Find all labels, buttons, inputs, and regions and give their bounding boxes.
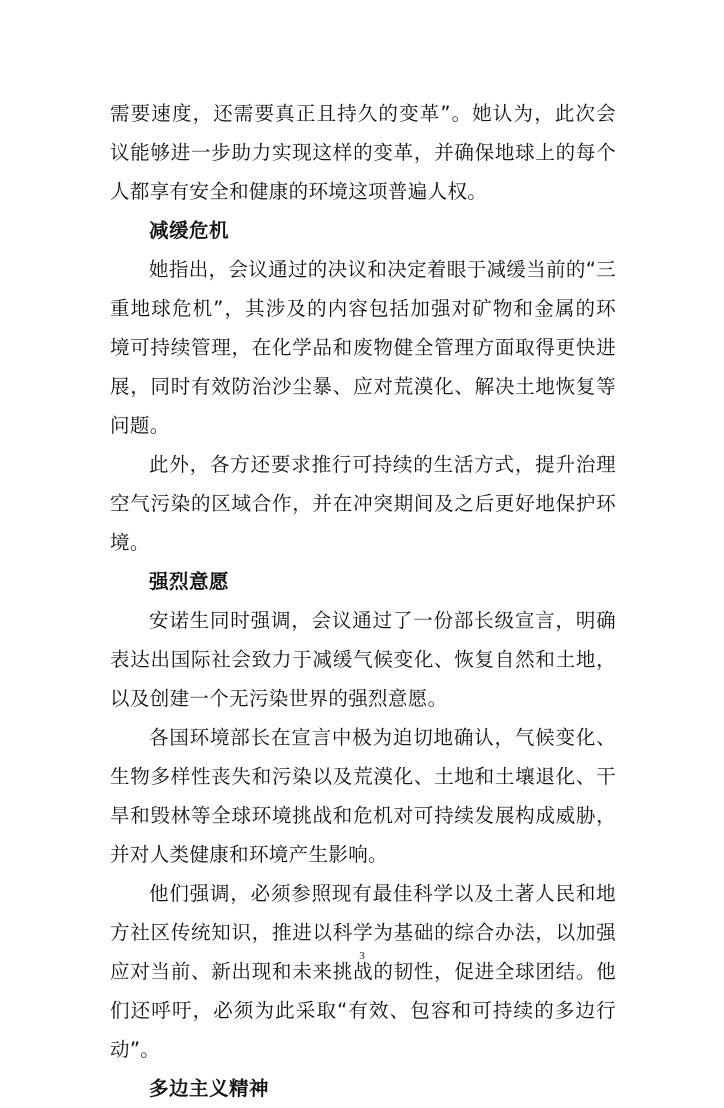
section-heading-mitigate-crisis: 减缓危机	[149, 219, 230, 242]
page-number: 3	[359, 950, 365, 962]
paragraph-continued: 需要速度，还需要真正且持久的变革”。她认为，此次会议能够进一步助力实现这样的变革，并确保地球上的每个人都享有安全和健康的环境这项普遍人权。	[110, 102, 616, 203]
paragraph: 他们强调，必须参照现有最佳科学以及土著人民和地方社区传统知识，推进以科学为基础的综合办法，以加强应对当前、新出现和未来挑战的韧性，促进全球团结。他们还呼吁，必须为此采取“有效、包容和可持续的多边行动”。	[110, 882, 616, 1061]
paragraph: 各国环境部长在宣言中极为迫切地确认，气候变化、生物多样性丧失和污染以及荒漠化、土地和土壤退化、干旱和毁林等全球环境挑战和危机对可持续发展构成威胁，并对人类健康和环境产生影响。	[110, 726, 616, 866]
section-heading-strong-will: 强烈意愿	[149, 570, 230, 593]
paragraph: 她指出，会议通过的决议和决定着眼于减缓当前的“三重地球危机”，其涉及的内容包括加强对矿物和金属的环境可持续管理，在化学品和废物健全管理方面取得更快进展，同时有效防治沙尘暴、应对荒漠化、解决土地恢复等问题。	[110, 258, 617, 437]
paragraph: 安诺生同时强调，会议通过了一份部长级宣言，明确表达出国际社会致力于减缓气候变化、恢复自然和土地，以及创建一个无污染世界的强烈意愿。	[110, 609, 616, 710]
paragraph: 此外，各方还要求推行可持续的生活方式，提升治理空气污染的区域合作，并在冲突期间及之后更好地保护环境。	[110, 453, 616, 554]
section-heading-multilateralism: 多边主义精神	[149, 1077, 270, 1100]
